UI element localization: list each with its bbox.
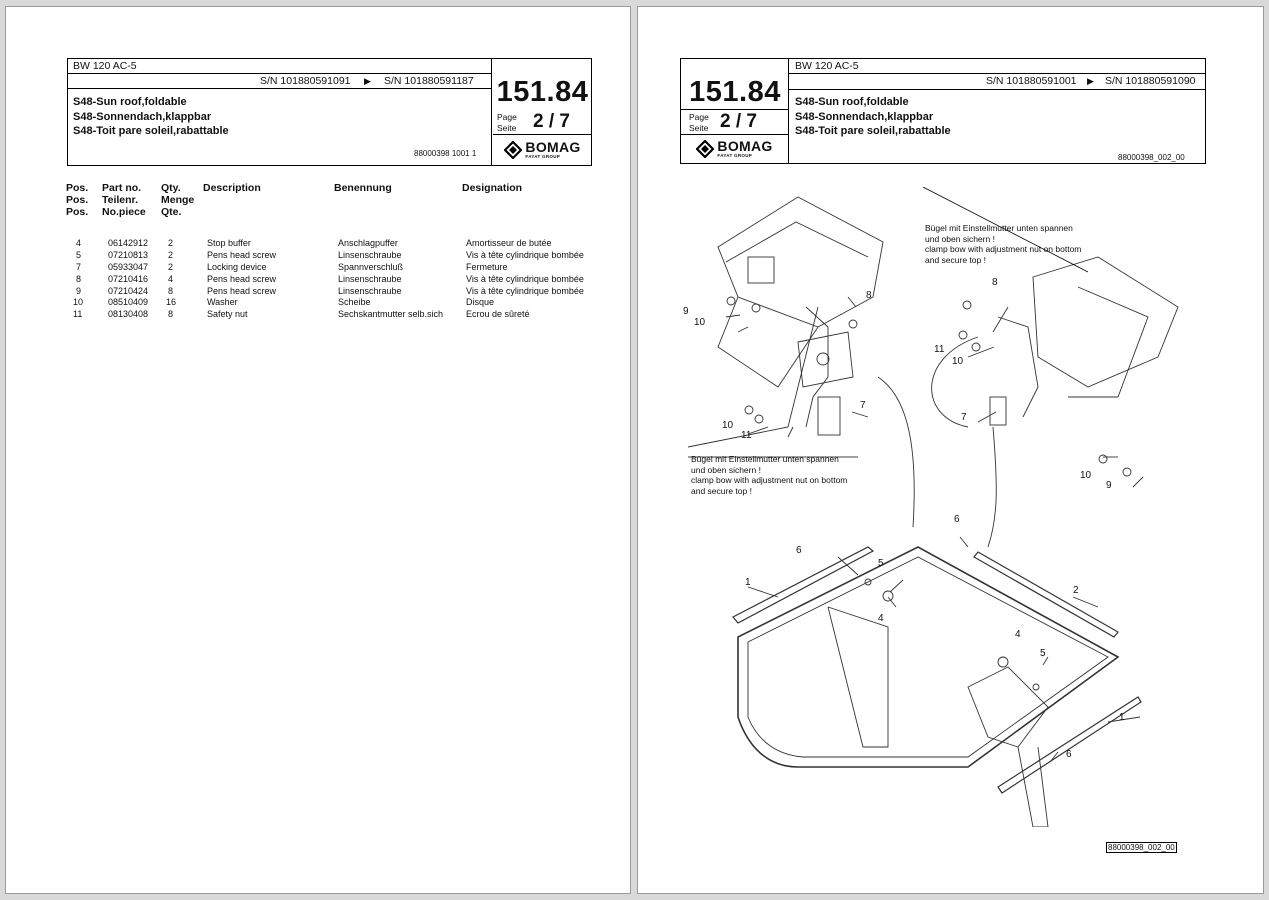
title-en: S48-Sun roof,foldable: [795, 96, 909, 108]
section-number: 151.84: [689, 76, 781, 108]
callout: 9: [1106, 480, 1112, 491]
table-row: 10 08510409 16 Washer Scheibe Disque: [73, 297, 495, 308]
serial-from: S/N 101880591001: [986, 75, 1077, 87]
callout: 11: [741, 430, 752, 441]
callout: 1: [745, 577, 751, 588]
page-label-de: Seite: [689, 123, 709, 133]
callout: 6: [1066, 749, 1072, 760]
table-row: 5 07210813 2 Pens head screw Linsenschraube Vis à tête cylindrique bombée: [76, 249, 584, 260]
figure-reference: 88000398_002_00: [1108, 843, 1175, 852]
callout: 10: [952, 356, 964, 367]
page-indicator: [681, 110, 789, 135]
callout: 7: [860, 400, 866, 411]
table-row: 4 06142912 2 Stop buffer Anschlagpuffer Amortisseur de butée: [76, 238, 552, 248]
table-row: 11 08130408 8 Safety nut Sechskantmutter selb.sich Ecrou de sûreté: [73, 309, 530, 320]
callout: 10: [694, 317, 706, 328]
parts-table: [66, 238, 626, 321]
col-partno-fr: No.piece: [102, 206, 146, 218]
assembly-note-top: Bügel mit Einstellmutter unten spannen und oben sichern ! clamp bow with adjustment nut on bottom and secure top !: [925, 223, 1082, 265]
header-block: [680, 58, 1206, 164]
callout: 4: [878, 613, 884, 624]
serial-range: [68, 74, 492, 89]
serial-from: S/N 101880591091: [260, 75, 351, 87]
serial-to: S/N 101880591187: [384, 75, 474, 87]
callout: 6: [796, 545, 802, 556]
title-block: [789, 95, 1205, 163]
col-pos-fr: Pos.: [66, 206, 89, 218]
page-value: 2 / 7: [720, 111, 757, 132]
callout: 10: [1080, 470, 1092, 481]
page-label-en: Page: [497, 112, 517, 122]
title-block: [68, 89, 492, 165]
title-fr: S48-Toit pare soleil,rabattable: [73, 125, 229, 137]
col-partno-de: Teilenr.: [102, 194, 138, 206]
header-block: [67, 58, 592, 166]
serial-range: [789, 74, 1205, 89]
col-benennung: Benennung: [334, 182, 392, 194]
title-de: S48-Sonnendach,klappbar: [73, 110, 212, 123]
callout: 1: [1119, 712, 1125, 723]
assembly-note-left: Bügel mit Einstellmutter unten spannen und oben sichern ! clamp bow with adjustment nut on bottom and secure top !: [691, 454, 848, 496]
col-designation: Designation: [462, 182, 523, 194]
serial-to: S/N 101880591090: [1105, 75, 1196, 87]
page-label-en: Page: [689, 112, 709, 122]
bomag-logo-icon: BOMAG FAYAT GROUP: [681, 135, 789, 163]
callout: 9: [683, 306, 689, 317]
callout: 11: [934, 344, 945, 355]
arrow-right-icon: ▶: [364, 76, 371, 86]
page-indicator: [493, 110, 592, 135]
bomag-logo-icon: BOMAG FAYAT GROUP: [493, 135, 592, 165]
col-qty-de: Menge: [161, 194, 195, 206]
doc-number: 88000398_002_00: [1118, 153, 1185, 162]
col-pos-en: Pos.: [66, 182, 89, 194]
table-row: 7 05933047 2 Locking device Spannverschluß Fermeture: [76, 261, 508, 272]
model-name: BW 120 AC-5: [68, 59, 492, 74]
model-name: BW 120 AC-5: [789, 59, 1205, 74]
arrow-right-icon: ▶: [1087, 76, 1094, 86]
callout: 8: [992, 277, 998, 288]
title-en: S48-Sun roof,foldable: [73, 96, 187, 108]
exploded-view-page: [637, 6, 1264, 894]
callout: 7: [961, 412, 967, 423]
section-number: 151.84: [496, 76, 589, 108]
col-qty-fr: Qte.: [161, 206, 182, 218]
exploded-view-drawing: [678, 187, 1238, 827]
title-de: S48-Sonnendach,klappbar: [795, 110, 934, 123]
page-value: 2 / 7: [533, 111, 570, 132]
title-fr: S48-Toit pare soleil,rabattable: [795, 125, 951, 137]
page-label-de: Seite: [497, 123, 517, 133]
col-pos-de: Pos.: [66, 194, 89, 206]
table-row: 8 07210416 4 Pens head screw Linsenschraube Vis à tête cylindrique bombée: [76, 273, 584, 284]
callout: 8: [866, 290, 872, 301]
parts-list-page: [5, 6, 631, 894]
table-row: 9 07210424 8 Pens head screw Linsenschraube Vis à tête cylindrique bombée: [76, 285, 584, 296]
callout: 4: [1015, 629, 1021, 640]
callout: 2: [1073, 585, 1079, 596]
col-description: Description: [203, 182, 261, 194]
callout: 5: [878, 558, 884, 569]
callout: 10: [722, 420, 734, 431]
col-partno-en: Part no.: [102, 182, 142, 194]
callout: 5: [1040, 648, 1046, 659]
doc-number: 88000398 1001 1: [414, 149, 477, 158]
callout: 6: [954, 514, 960, 525]
col-qty-en: Qty.: [161, 182, 181, 194]
